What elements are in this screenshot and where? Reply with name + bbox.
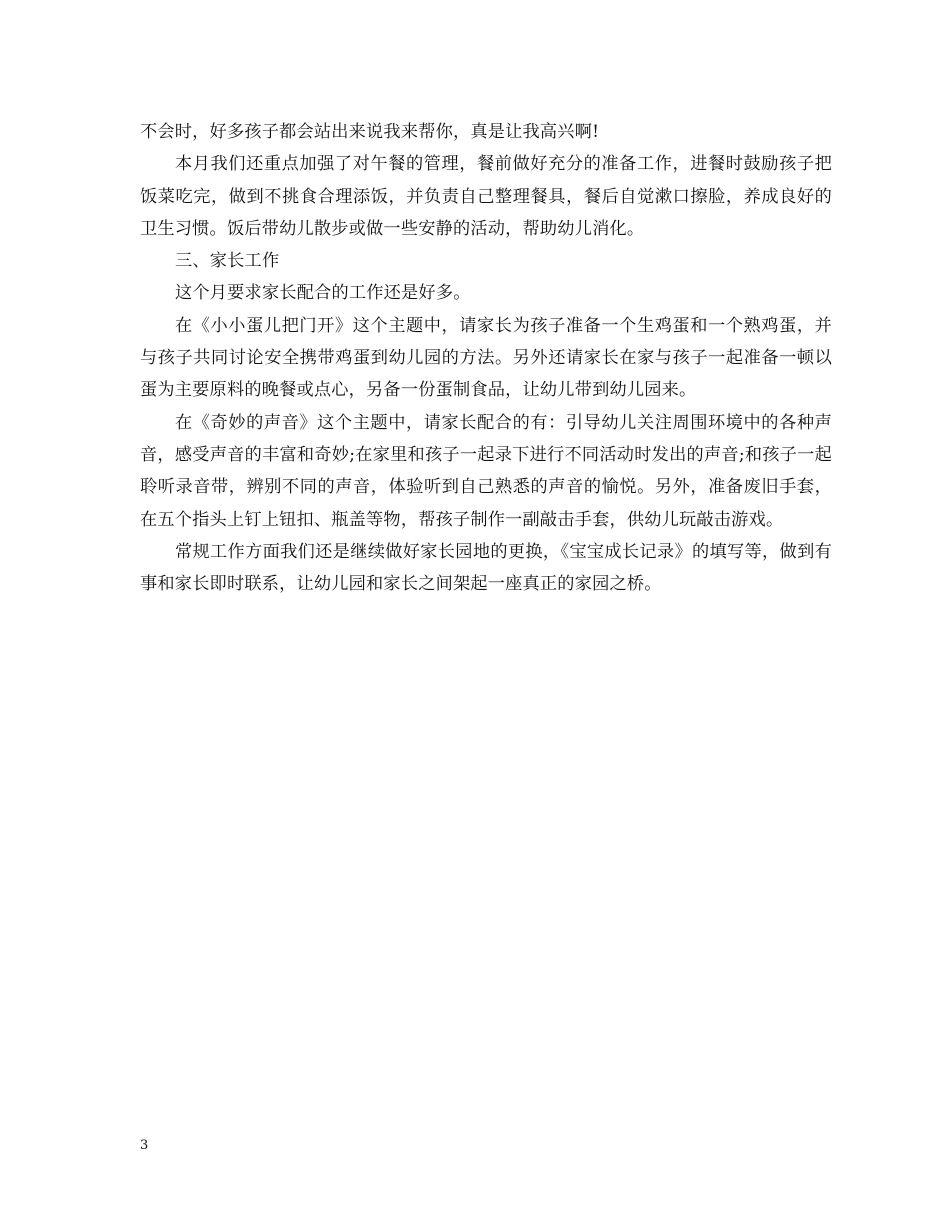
document-body	[140, 116, 832, 600]
section-heading-parent-work: 三、家长工作	[175, 251, 280, 272]
paragraph-egg-theme: 在《小小蛋儿把门开》这个主题中，请家长为孩子准备一个生鸡蛋和一个熟鸡蛋，并与孩子共同讨论安全携带鸡蛋到幼儿园的方法。另外还请家长在家与孩子一起准备一顿以蛋为主要原料的晚餐或点心，另备一份蛋制食品，让幼儿带到幼儿园来。	[140, 315, 832, 401]
paragraph-continuation: 不会时，好多孩子都会站出来说我来帮你，真是让我高兴啊!	[140, 122, 600, 142]
paragraph-sound-theme: 在《奇妙的声音》这个主题中，请家长配合的有：引导幼儿关注周围环境中的各种声音，感受声音的丰富和奇妙;在家里和孩子一起录下进行不同活动时发出的声音;和孩子一起聆听录音带，辨别不同的声音，体验听到自己熟悉的声音的愉悦。另外，准备废旧手套，在五个指头上钉上钮扣、瓶盖等物，帮孩子制作一副敲击手套，供幼儿玩敲击游戏。	[140, 412, 832, 530]
paragraph-parent-intro: 这个月要求家长配合的工作还是好多。	[175, 283, 471, 304]
page-number: 3	[140, 1138, 149, 1153]
paragraph-lunch-management: 本月我们还重点加强了对午餐的管理，餐前做好充分的准备工作，进餐时鼓励孩子把饭菜吃完，做到不挑食合理添饭，并负责自己整理餐具，餐后自觉漱口擦脸，养成良好的卫生习惯。饭后带幼儿散步或做一些安静的活动，帮助幼儿消化。	[140, 154, 832, 239]
paragraph-routine-work: 常规工作方面我们还是继续做好家长园地的更换，《宝宝成长记录》的填写等，做到有事和家长即时联系，让幼儿园和家长之间架起一座真正的家园之桥。	[140, 541, 832, 595]
